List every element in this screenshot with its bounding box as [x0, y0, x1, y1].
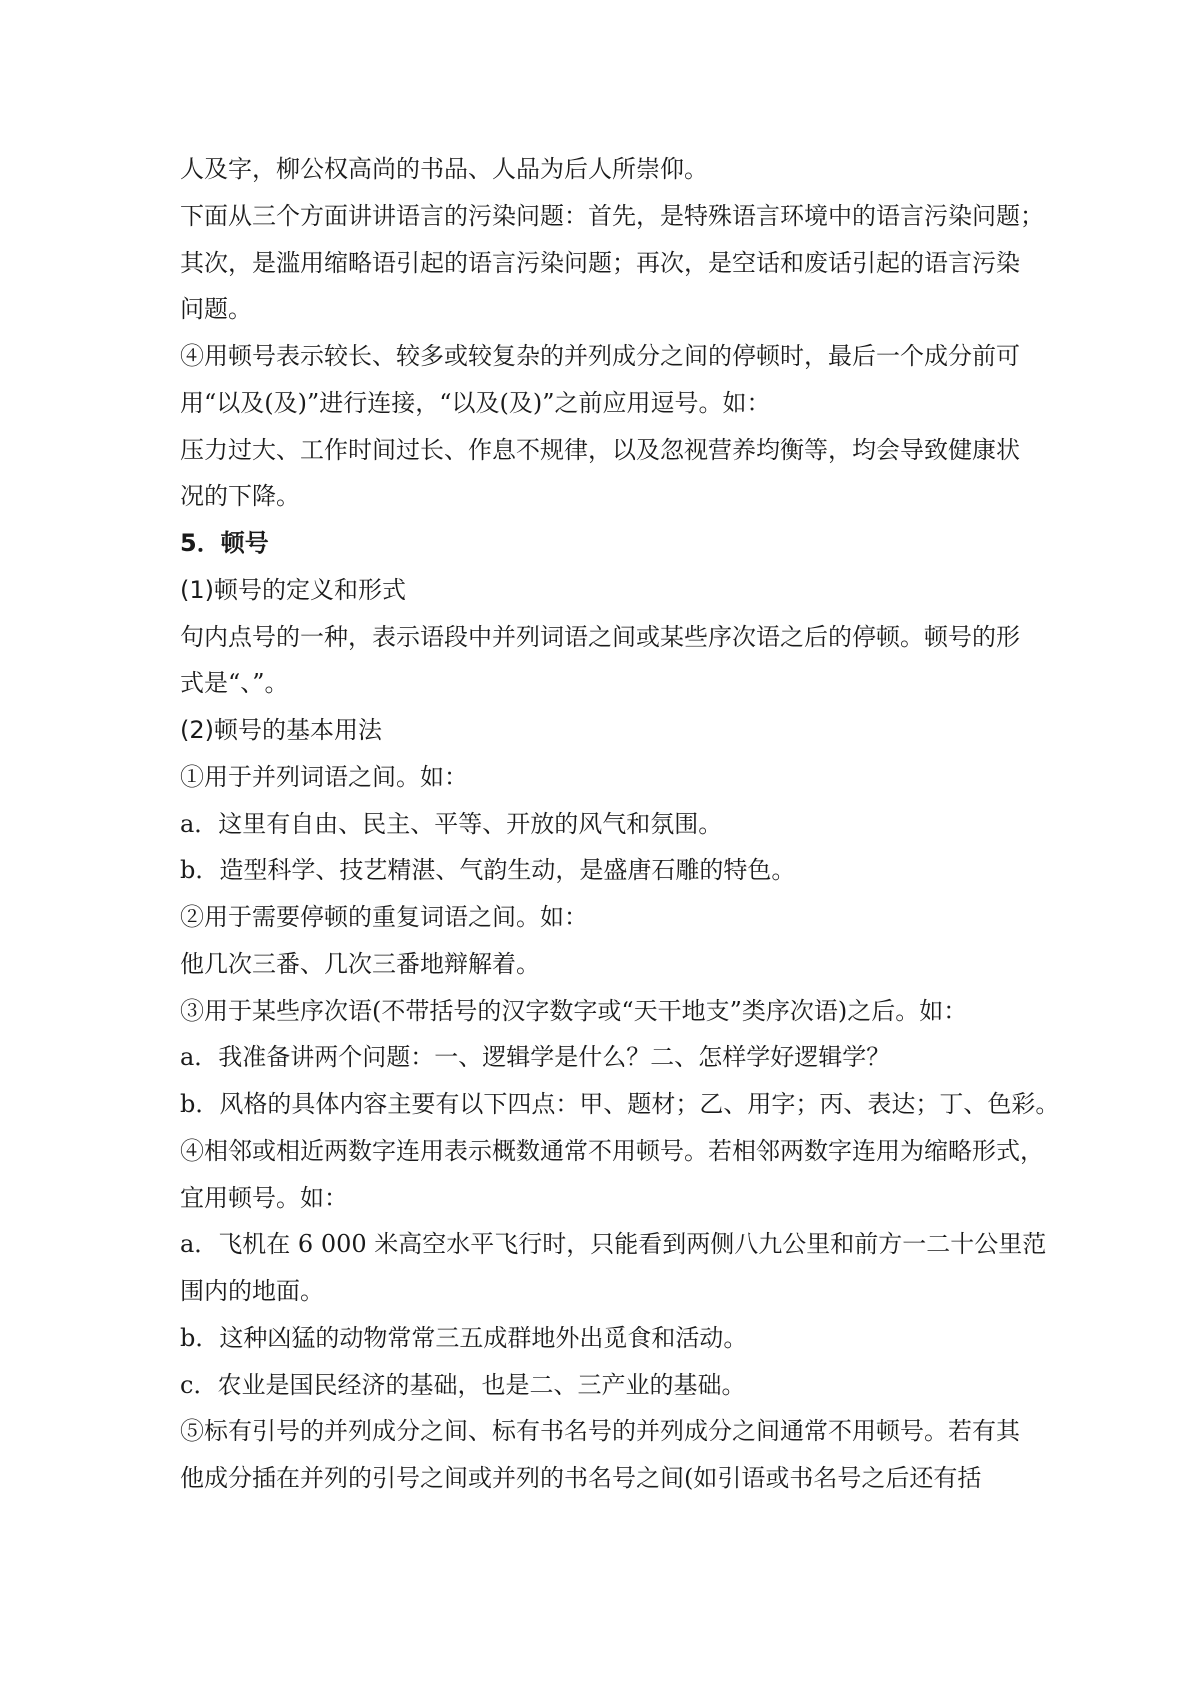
text-line: 宜用顿号。如：	[180, 1184, 348, 1212]
subsection-heading: (1)顿号的定义和形式	[180, 576, 406, 604]
text-line: 式是“、”。	[180, 669, 289, 697]
text-line: 人及字，柳公权高尚的书品、人品为后人所崇仰。	[180, 155, 708, 183]
text-line: ②用于需要停顿的重复词语之间。如：	[180, 903, 588, 931]
text-line: 压力过大、工作时间过长、作息不规律，以及忽视营养均衡等，均会导致健康状	[180, 436, 1020, 464]
subsection-heading: (2)顿号的基本用法	[180, 716, 382, 744]
text-line: 其次，是滥用缩略语引起的语言污染问题；再次，是空话和废话引起的语言污染	[180, 249, 1020, 277]
example-line: b．造型科学、技艺精湛、气韵生动，是盛唐石雕的特色。	[180, 856, 796, 884]
example-line: c．农业是国民经济的基础，也是二、三产业的基础。	[180, 1371, 746, 1399]
example-line: b．这种凶猛的动物常常三五成群地外出觅食和活动。	[180, 1324, 748, 1352]
text-line: 况的下降。	[180, 482, 300, 510]
text-line: 下面从三个方面讲讲语言的污染问题：首先，是特殊语言环境中的语言污染问题；	[180, 202, 1044, 230]
example-line: a．飞机在 6 000 米高空水平飞行时，只能看到两侧八九公里和前方一二十公里范	[180, 1230, 1047, 1258]
text-line: 用“以及(及)”进行连接，“以及(及)”之前应用逗号。如：	[180, 389, 771, 417]
text-line: 句内点号的一种，表示语段中并列词语之间或某些序次语之后的停顿。顿号的形	[180, 623, 1020, 651]
text-line: ①用于并列词语之间。如：	[180, 763, 468, 791]
example-line: a．我准备讲两个问题：一、逻辑学是什么？二、怎样学好逻辑学？	[180, 1043, 891, 1071]
example-line: 他几次三番、几次三番地辩解着。	[180, 950, 540, 978]
text-line: ⑤标有引号的并列成分之间、标有书名号的并列成分之间通常不用顿号。若有其	[180, 1417, 1020, 1445]
text-line: ③用于某些序次语(不带括号的汉字数字或“天干地支”类序次语)之后。如：	[180, 997, 968, 1025]
text-line: ④相邻或相近两数字连用表示概数通常不用顿号。若相邻两数字连用为缩略形式，	[180, 1137, 1044, 1165]
text-line: ④用顿号表示较长、较多或较复杂的并列成分之间的停顿时，最后一个成分前可	[180, 342, 1020, 370]
example-line: b．风格的具体内容主要有以下四点：甲、题材；乙、用字；丙、表达；丁、色彩。	[180, 1090, 1060, 1118]
text-line: 他成分插在并列的引号之间或并列的书名号之间(如引语或书名号之后还有括	[180, 1464, 982, 1492]
example-line: a．这里有自由、民主、平等、开放的风气和氛围。	[180, 810, 723, 838]
text-line: 问题。	[180, 295, 252, 323]
section-heading: 5．顿号	[180, 529, 269, 557]
example-line: 围内的地面。	[180, 1277, 324, 1305]
